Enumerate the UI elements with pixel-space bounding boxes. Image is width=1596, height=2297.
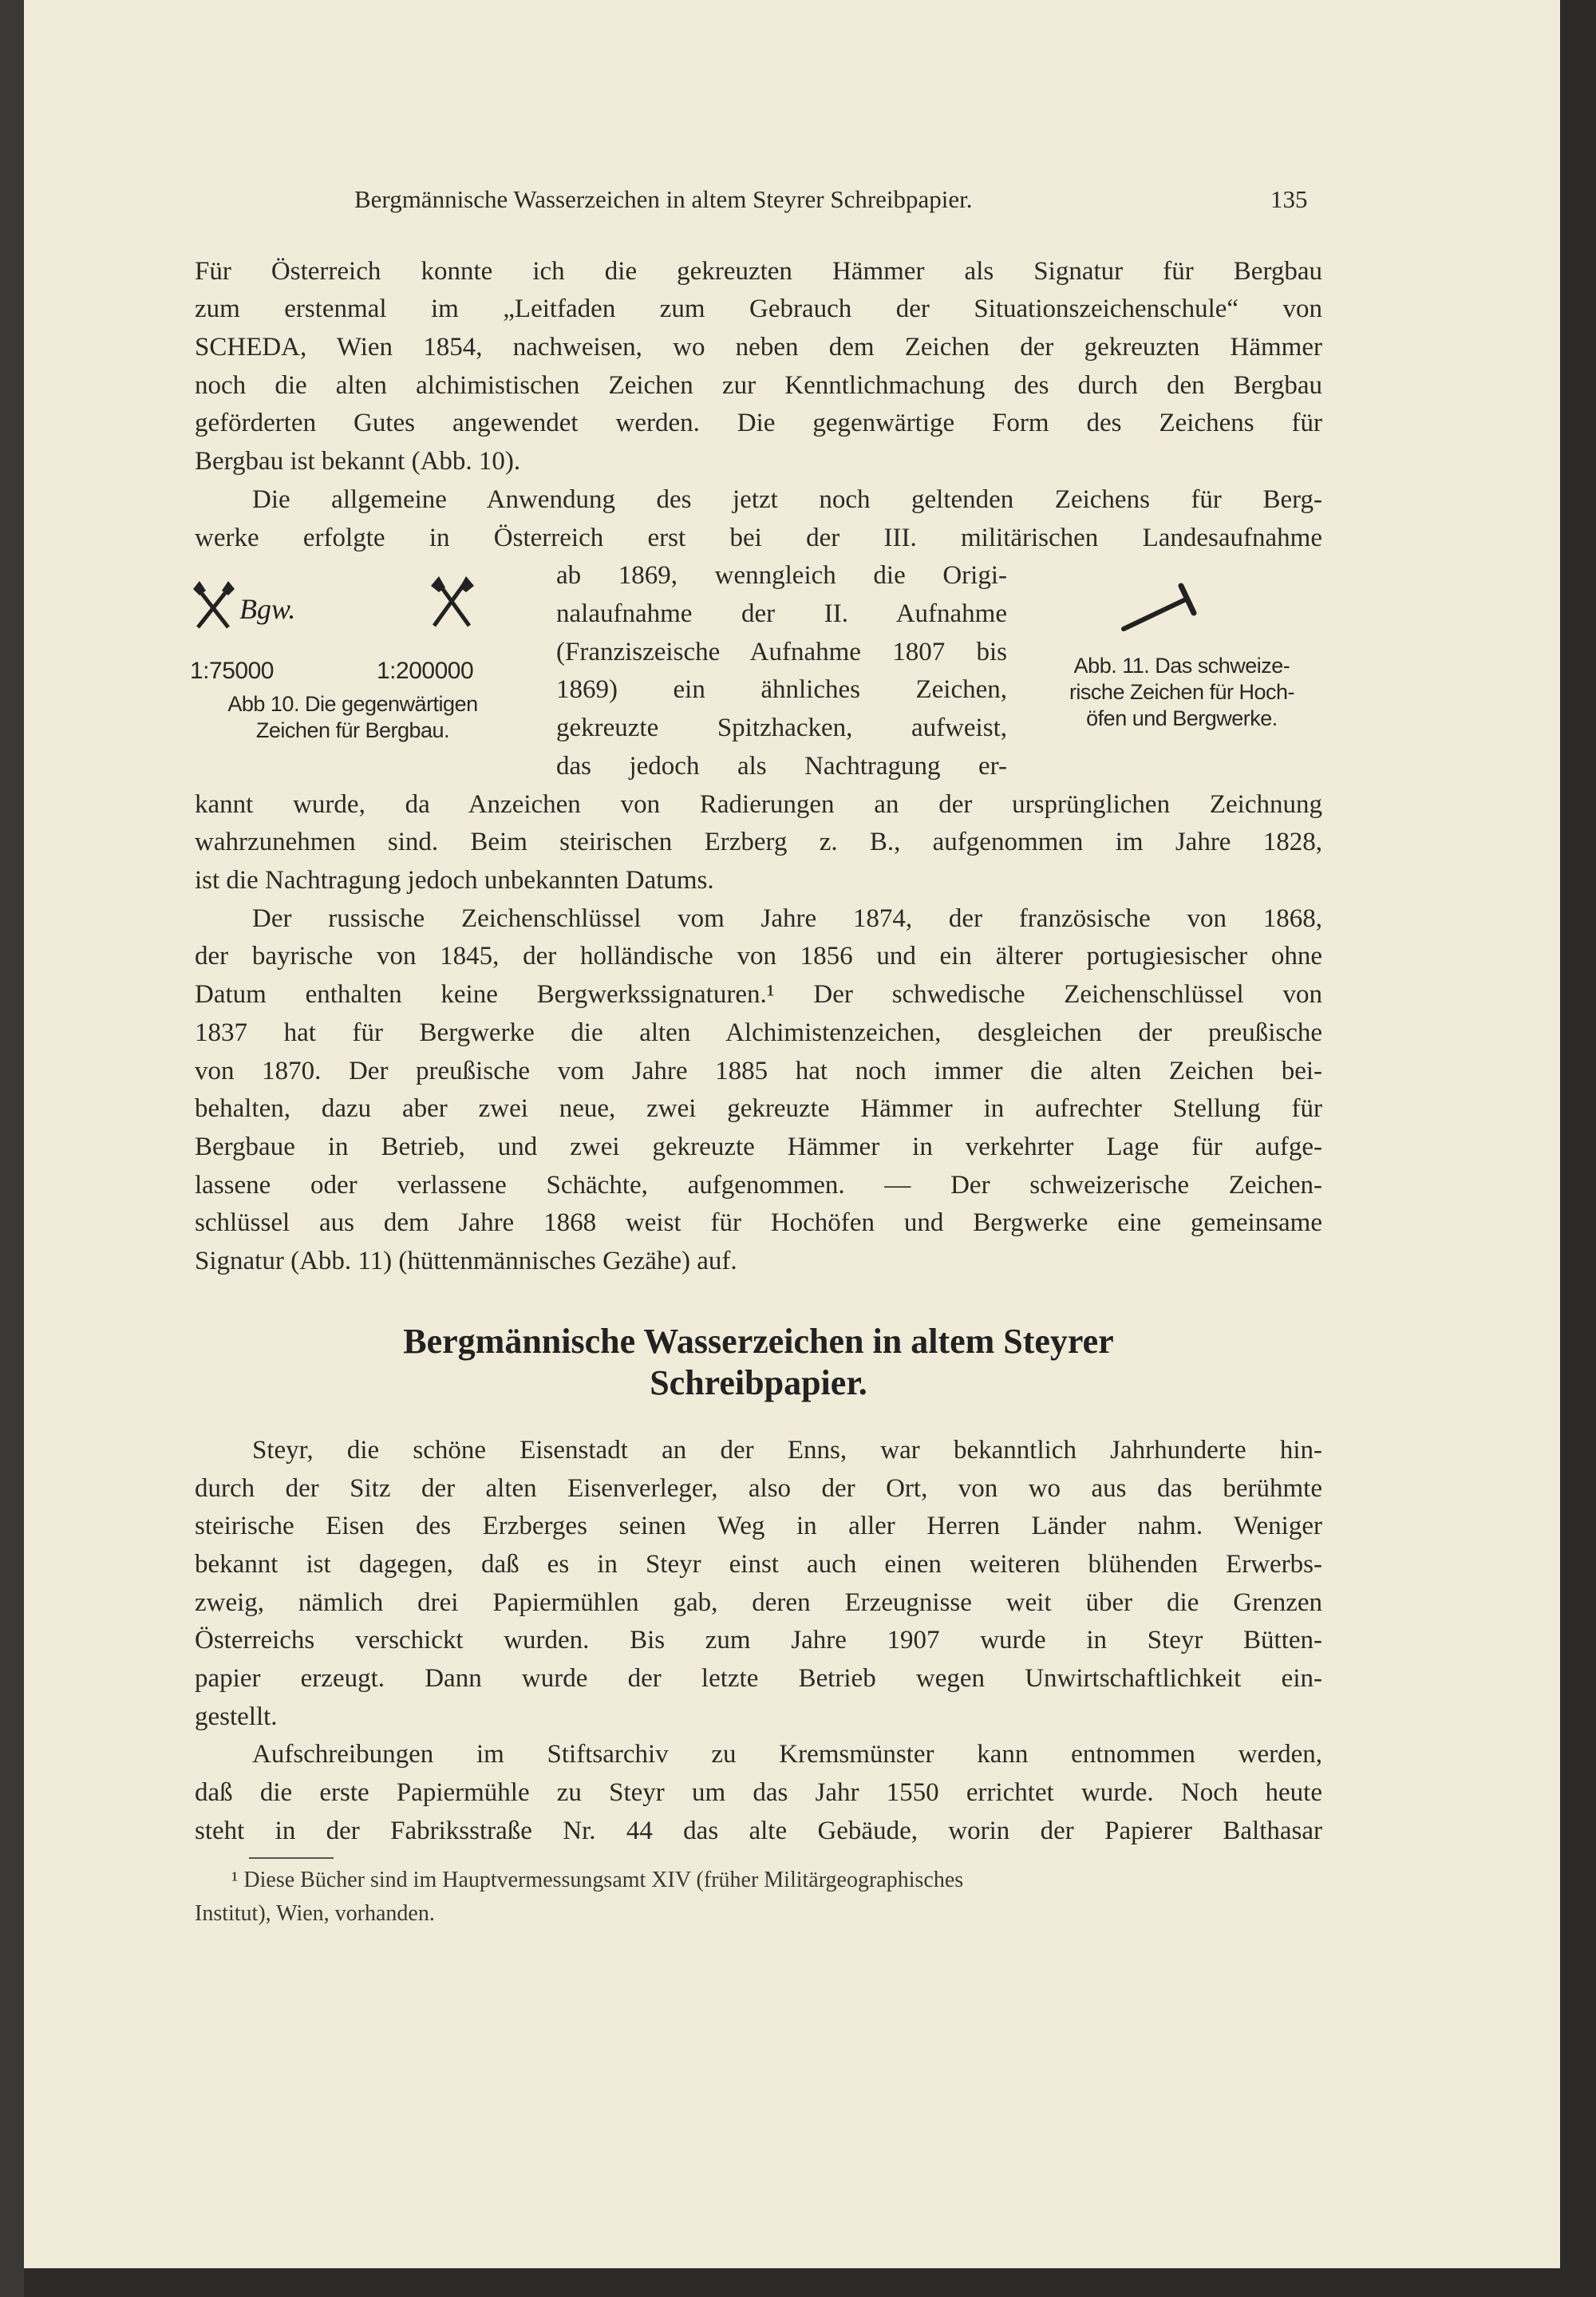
- section-heading-line1: Bergmännische Wasserzeichen in altem Steyrer: [403, 1322, 1114, 1361]
- text-line: Signatur (Abb. 11) (hüttenmännisches Gezähe) auf.: [195, 1247, 737, 1276]
- text-line: steirische Eisen des Erzberges seinen Weg in aller Herren Länder nahm. Weniger: [195, 1512, 1322, 1541]
- text-line: (Franziszeische Aufnahme 1807 bis: [556, 637, 1007, 666]
- text-line: zweig, nämlich drei Papiermühlen gab, deren Erzeugnisse weit über die Grenzen: [195, 1587, 1322, 1617]
- text-line: gekreuzte Spitzhacken, aufweist,: [556, 714, 1007, 743]
- footnote-line2: Institut), Wien, vorhanden.: [195, 1901, 435, 1926]
- text-line: von 1870. Der preußische vom Jahre 1885 hat noch immer die alten Zeichen bei-: [195, 1056, 1322, 1085]
- text-line: lassene oder verlassene Schächte, aufgenommen. — Der schweizerische Zeichen-: [195, 1170, 1322, 1200]
- scan-left-edge: [0, 0, 24, 2297]
- text-line: Für Österreich konnte ich die gekreuzten Hämmer als Signatur für Bergbau: [195, 256, 1322, 286]
- text-line: werke erfolgte in Österreich erst bei der III. militärischen Landesaufnahme: [195, 523, 1322, 552]
- scale-label-left: 1:75000: [190, 658, 274, 684]
- figure10-caption-line2: Zeichen für Bergbau.: [255, 718, 450, 742]
- text-line: SCHEDA, Wien 1854, nachweisen, wo neben dem Zeichen der gekreuzten Hämmer: [195, 333, 1322, 362]
- figure11-caption-line1: Abb. 11. Das schweize-: [1073, 654, 1290, 678]
- text-line: ab 1869, wenngleich die Origi-: [556, 561, 1007, 591]
- text-line: Datum enthalten keine Bergwerkssignaturen.¹ Der schwedische Zeichenschlüssel von: [195, 980, 1322, 1010]
- text-line: steht in der Fabriksstraße Nr. 44 das alte Gebäude, worin der Papierer Balthasar: [195, 1816, 1322, 1845]
- text-line: wahrzunehmen sind. Beim steirischen Erzberg z. B., aufgenommen im Jahre 1828,: [195, 828, 1322, 857]
- scale-label-right: 1:200000: [377, 658, 474, 684]
- text-line: der bayrische von 1845, der holländische von 1856 und ein älterer portugiesischer ohne: [195, 942, 1322, 971]
- text-line: ist die Nachtragung jedoch unbekannten Datums.: [195, 865, 714, 895]
- page-number: 135: [1270, 185, 1308, 213]
- figure11-caption-line2: rische Zeichen für Hoch-: [1069, 680, 1295, 704]
- text-line: durch der Sitz der alten Eisenverleger, also der Ort, von wo aus das berühmte: [195, 1473, 1322, 1503]
- section-heading-line2: Schreibpapier.: [650, 1363, 867, 1402]
- text-line: gestellt.: [195, 1702, 278, 1731]
- footnote-rule: [249, 1857, 334, 1859]
- text-line: Aufschreibungen im Stiftsarchiv zu Kremsmünster kann entnommen werden,: [252, 1740, 1322, 1769]
- text-line: 1869) ein ähnliches Zeichen,: [556, 675, 1007, 705]
- text-line: behalten, dazu aber zwei neue, zwei gekreuzte Hämmer in aufrechter Stellung für: [195, 1094, 1322, 1124]
- text-line: kannt wurde, da Anzeichen von Radierungen an der ursprünglichen Zeichnung: [195, 789, 1322, 819]
- text-line: schlüssel aus dem Jahre 1868 weist für Hochöfen und Bergwerke eine gemeinsame: [195, 1208, 1322, 1238]
- text-line: Der russische Zeichenschlüssel vom Jahre 1874, der französische von 1868,: [252, 903, 1322, 933]
- text-line: daß die erste Papiermühle zu Steyr um das Jahr 1550 errichtet wurde. Noch heute: [195, 1778, 1322, 1808]
- text-line: Steyr, die schöne Eisenstadt an der Enns, war bekanntlich Jahrhunderte hin-: [252, 1435, 1322, 1465]
- text-line: Österreichs verschickt wurden. Bis zum Jahre 1907 wurde in Steyr Bütten-: [195, 1626, 1322, 1655]
- figure11-caption-line3: öfen und Bergwerke.: [1086, 706, 1278, 730]
- text-line: Bergbaue in Betrieb, und zwei gekreuzte Hämmer in verkehrter Lage für aufge-: [195, 1132, 1322, 1161]
- running-title: Bergmännische Wasserzeichen in altem Steyrer Schreibpapier.: [354, 185, 973, 213]
- text-line: 1837 hat für Bergwerke die alten Alchimistenzeichen, desgleichen der preußische: [195, 1018, 1322, 1047]
- text-line: zum erstenmal im „Leitfaden zum Gebrauch der Situationszeichenschule“ von: [195, 295, 1322, 324]
- text-line: noch die alten alchimistischen Zeichen zur Kenntlichmachung des durch den Bergbau: [195, 370, 1322, 400]
- text-line: das jedoch als Nachtragung er-: [556, 751, 1007, 781]
- text-line: bekannt ist dagegen, daß es in Steyr einst auch einen weiteren blühenden Erwerbs-: [195, 1549, 1322, 1579]
- footnote-line1: ¹ Diese Bücher sind im Hauptvermessungsamt XIV (früher Militärgeographisches: [231, 1868, 964, 1892]
- text-line: papier erzeugt. Dann wurde der letzte Betrieb wegen Unwirtschaftlichkeit ein-: [195, 1664, 1322, 1694]
- text-line: Bergbau ist bekannt (Abb. 10).: [195, 447, 521, 476]
- text-line: nalaufnahme der II. Aufnahme: [556, 599, 1007, 628]
- crossed-hammers-icon: [428, 576, 477, 629]
- bergwerk-abbreviation: Bgw.: [239, 593, 296, 625]
- text-line: geförderten Gutes angewendet werden. Die gegenwärtige Form des Zeichens für: [195, 409, 1322, 438]
- text-line: Die allgemeine Anwendung des jetzt noch geltenden Zeichens für Berg-: [252, 484, 1322, 514]
- figure10-caption-line1: Abb 10. Die gegenwärtigen: [227, 692, 478, 716]
- pickaxe-icon: [1117, 581, 1205, 637]
